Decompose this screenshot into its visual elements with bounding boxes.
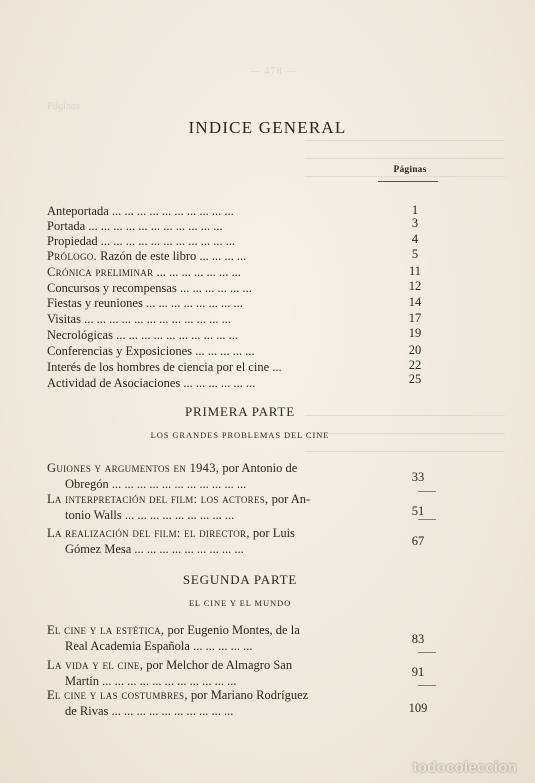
article-line	[65, 477, 246, 492]
article-author: por Luis	[252, 526, 295, 540]
index-entry-text: Razón de este libro ... ... ... ...	[100, 249, 247, 263]
article-page-number: 67	[411, 534, 425, 548]
article-author: tonio Walls ... ... ... ... ... ... ... ... ...	[65, 508, 235, 522]
article-author: por Eugenio Montes, de la	[167, 623, 300, 637]
index-entry	[0, 216, 535, 235]
index-entry	[0, 328, 535, 344]
article-line	[47, 461, 297, 476]
article-author: por Mariano Rodríguez	[190, 688, 309, 702]
article-line	[65, 542, 244, 557]
article-page-number: 91	[411, 665, 425, 679]
bleed-line	[305, 451, 505, 452]
article-line	[65, 639, 252, 654]
ghost-page-number: — 478 —	[250, 66, 297, 77]
index-entry-page: 5	[411, 247, 419, 261]
index-entry	[0, 281, 535, 297]
bleed-line	[305, 140, 505, 141]
index-entry-label	[47, 328, 238, 343]
index-entry-page: 12	[408, 279, 422, 293]
article-line	[65, 674, 237, 689]
article-line	[47, 492, 310, 507]
ghost-paginas: Páginas	[47, 101, 80, 112]
index-entry-label	[47, 204, 234, 219]
index-entry-page: 4	[411, 232, 419, 246]
index-entry-page: 14	[408, 295, 422, 309]
watermark-logo: todocoleccion	[412, 759, 517, 776]
index-entry-label	[47, 312, 231, 327]
section-title-segunda: SEGUNDA PARTE	[182, 572, 298, 587]
page-title: INDICE GENERAL	[188, 118, 347, 137]
pages-column-header: Páginas	[393, 165, 427, 175]
index-entry-label	[47, 344, 255, 359]
article-author: por Melchor de Almagro San	[146, 658, 293, 672]
section-subtitle-primera: LOS GRANDES PROBLEMAS DEL CINE	[150, 430, 330, 440]
bleed-line	[305, 158, 505, 159]
index-entry-label	[47, 360, 282, 375]
article-title: La realización del film: el director,	[47, 526, 250, 540]
article-title: La vida y el cine,	[47, 658, 144, 672]
index-entry-text: Actividad de Asociaciones ... ... ... ... ... ...	[47, 376, 256, 390]
page-rule	[418, 652, 436, 653]
index-entry	[0, 312, 535, 328]
index-entry	[0, 265, 535, 281]
article-line	[47, 623, 300, 638]
article-line	[65, 704, 233, 719]
header-rule	[378, 181, 438, 182]
article-author: de Rivas ... ... ... ... ... ... ... ... ... ...	[65, 704, 234, 718]
index-entry	[0, 234, 535, 250]
index-entry-label	[47, 219, 223, 234]
section-subtitle-segunda: EL CINE Y EL MUNDO	[188, 598, 292, 608]
index-entry-label	[47, 249, 246, 264]
index-entry-label	[47, 281, 252, 296]
index-entry	[0, 204, 535, 220]
index-entry	[0, 360, 535, 376]
index-entry	[0, 249, 535, 265]
article-author: por Antonio de	[222, 461, 298, 475]
index-entry-smallcaps: Prólogo.	[47, 249, 97, 263]
index-entry-label	[47, 376, 255, 391]
page-rule	[418, 519, 436, 520]
article-author: Gómez Mesa ... ... ... ... ... ... ... ... ...	[65, 542, 244, 556]
article-line	[47, 658, 292, 673]
index-entry-page: 25	[408, 372, 422, 386]
article-page-number: 51	[411, 504, 425, 518]
index-entry-text: Fiestas y reuniones ... ... ... ... ... ... ... ...	[47, 296, 243, 310]
article-line	[47, 526, 295, 541]
article-author: Real Academia Española ... ... ... ... ...	[65, 639, 253, 653]
index-entry	[0, 344, 535, 360]
index-entry-page: 1	[411, 203, 419, 217]
index-entry-text: Propiedad ... ... ... ... ... ... ... ... ... ... ...	[47, 234, 236, 248]
bleed-line	[305, 176, 505, 177]
index-entry-text: Visitas ... ... ... ... ... ... ... ... ... ... ... ...	[47, 312, 231, 326]
index-entry-label	[47, 265, 241, 280]
index-entry-text: Portada ... ... ... ... ... ... ... ... ... ... ...	[47, 219, 223, 233]
index-entry-text: Anteportada ... ... ... ... ... ... ... ... ... ...	[47, 204, 234, 218]
article-title: La interpretación del film: los actores,	[47, 492, 269, 506]
page-rule	[418, 685, 436, 686]
index-entry-text: Interés de los hombres de ciencia por el cine ...	[47, 360, 282, 374]
section-title-primera: PRIMERA PARTE	[185, 404, 295, 419]
index-entry-page: 19	[408, 326, 422, 340]
index-entry	[0, 372, 535, 392]
index-entry-label	[47, 234, 235, 249]
index-entry-text: Conferencias y Exposiciones ... ... ... ... ...	[47, 344, 255, 358]
index-entry-smallcaps: Crónica preliminar	[47, 265, 154, 279]
article-title: Guiones y argumentos en 1943,	[47, 461, 220, 475]
article-author: Martín ... ... ... ... ... ... ... ... ... ... ...	[65, 674, 237, 688]
article-page-number: 33	[411, 470, 425, 484]
article-title: El cine y la estética,	[47, 623, 165, 637]
index-entry	[0, 296, 535, 312]
article-author: Obregón ... ... ... ... ... ... ... ... ... ... ...	[65, 477, 247, 491]
index-entry-page: 17	[408, 311, 422, 325]
article-page-number: 109	[408, 701, 428, 715]
index-entry-text: ... ... ... ... ... ... ...	[156, 265, 241, 279]
index-entry-label	[47, 296, 243, 311]
article-title: El cine y las costumbres,	[47, 688, 188, 702]
index-entry-page: 20	[408, 343, 422, 357]
index-entry-page: 22	[408, 358, 422, 372]
article-author: por An-	[271, 492, 311, 506]
index-entry-page: 11	[408, 264, 422, 278]
index-entry-text: Necrológicas ... ... ... ... ... ... ... ... ... ...	[47, 328, 238, 342]
article-line	[65, 508, 234, 523]
article-page-number: 83	[411, 632, 425, 646]
index-entry-text: Concursos y recompensas ... ... ... ... ... ...	[47, 281, 252, 295]
article-line	[47, 688, 308, 703]
index-entry-page: 3	[411, 216, 419, 230]
page-rule	[418, 491, 436, 492]
